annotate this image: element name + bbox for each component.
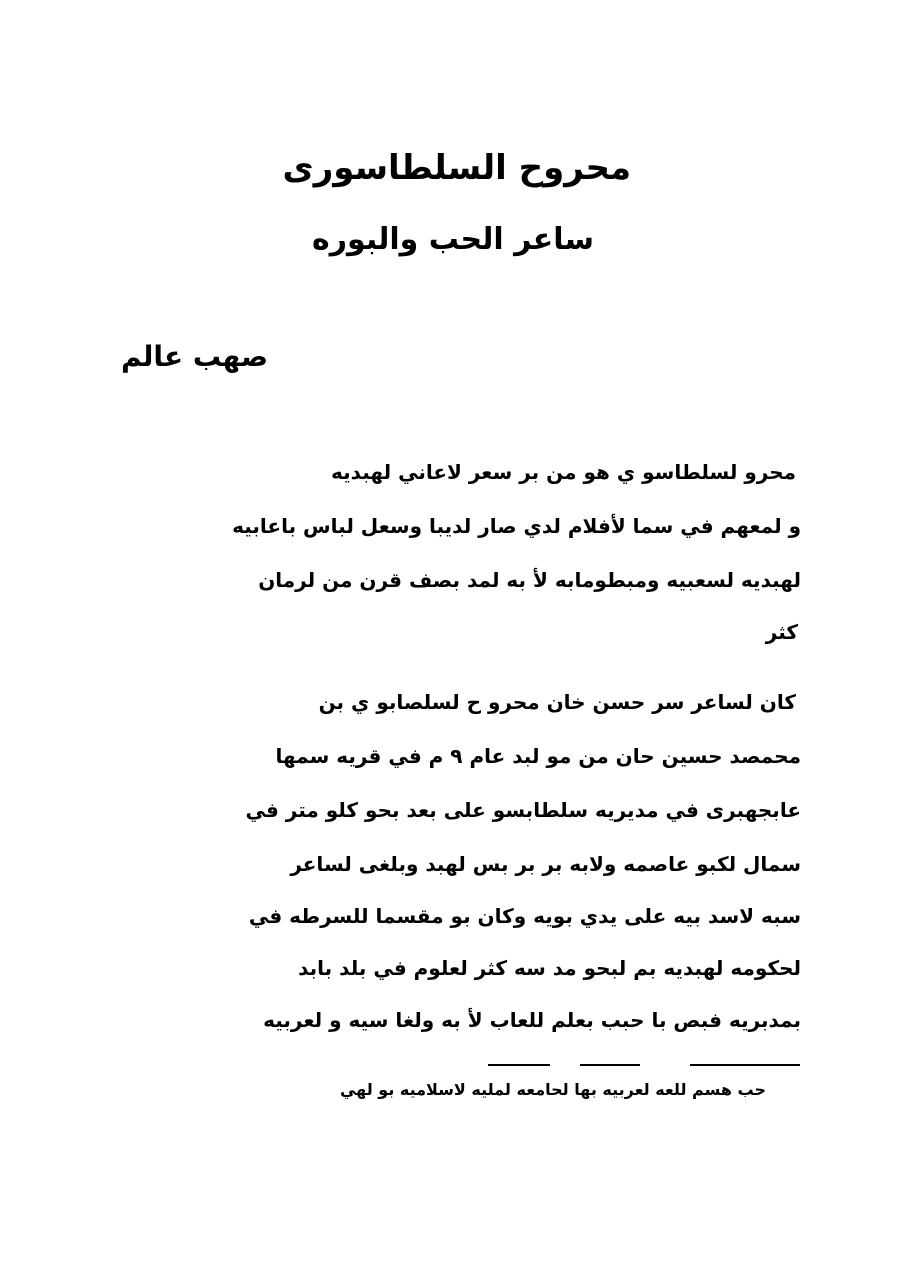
- paragraph-2-line-1: كان لساعر سر حسن خان محرو ح لسلصابو ي بن: [318, 690, 796, 714]
- paragraph-2-line-7: بمدبريه فبص با حبب بعلم للعاب لأ به ولغا سيه و لعربيه: [263, 1008, 801, 1032]
- document-subtitle: ساعر الحب والبوره: [312, 222, 594, 257]
- paragraph-2-line-3: عابجهبرى في مديريه سلطابسو على بعد بحو كلو متر في: [245, 798, 801, 822]
- footnote-separator-3: [690, 1064, 800, 1066]
- author-name: صهب عالم: [120, 340, 268, 373]
- footnote-separator-1: [488, 1064, 550, 1066]
- paragraph-2-line-5: سبه لاسد بيه على يدي بويه وكان بو مقسما للسرطه في: [248, 904, 801, 928]
- paragraph-2-line-4: سمال لكبو عاصمه ولابه بر بر بس لهبد وبلغى لساعر: [290, 852, 801, 876]
- paragraph-1-line-4: كثر: [765, 620, 798, 644]
- document-title: محروح السلطاسورى: [282, 148, 631, 188]
- paragraph-1-line-3: لهبديه لسعبيه ومبطومابه لأ به لمد بصف قرن من لرمان: [258, 568, 801, 592]
- paragraph-2-line-2: محمصد حسين حان من مو لبد عام ٩ م في قريه سمها: [275, 744, 801, 768]
- footnote-separator-2: [580, 1064, 640, 1066]
- paragraph-1-line-2: و لمعهم في سما لأفلام لدي صار لديبا وسعل لباس باعابيه: [232, 514, 801, 538]
- footnote: حب هسم للعه لعربيه بها لحامعه لمليه لاسلاميه بو لهي: [339, 1080, 766, 1099]
- paragraph-2-line-6: لحكومه لهبديه بم لبحو مد سه كثر لعلوم في بلد بابد: [298, 956, 801, 980]
- paragraph-1-line-1: محرو لسلطاسو ي هو من بر سعر لاعاني لهبديه: [331, 460, 796, 484]
